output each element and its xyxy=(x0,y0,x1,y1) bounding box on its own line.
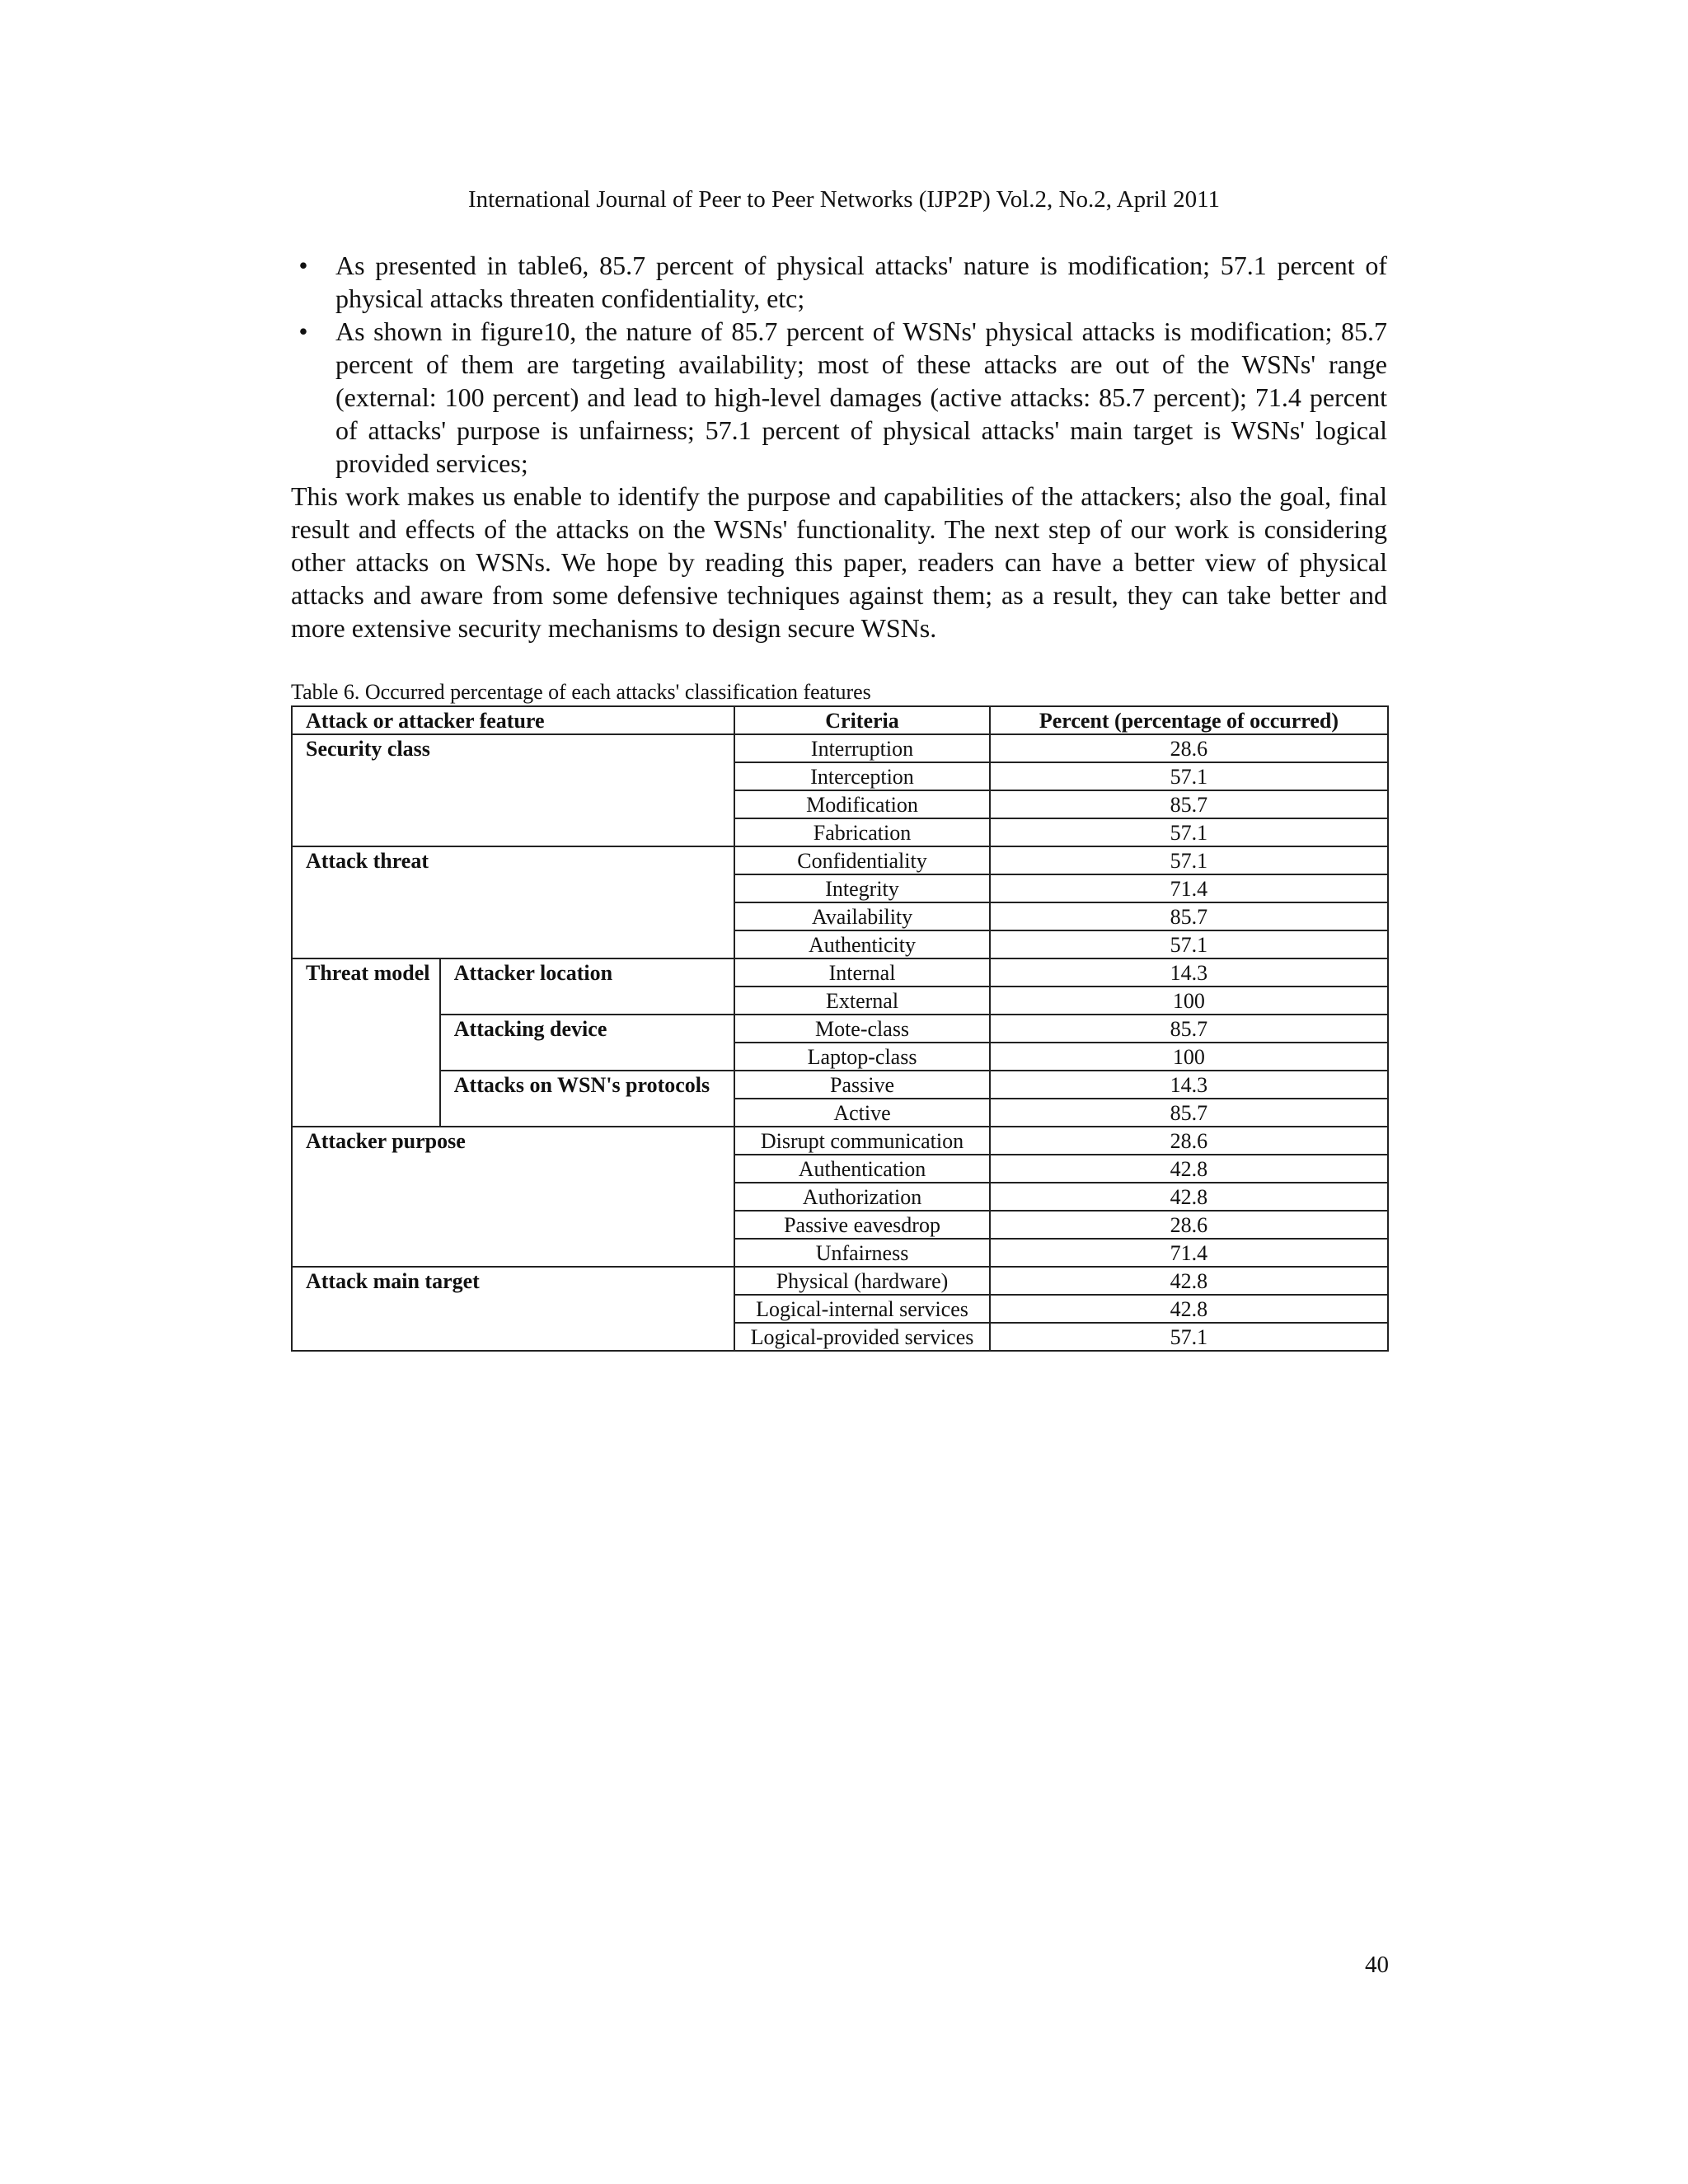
running-header: International Journal of Peer to Peer Networks (IJP2P) Vol.2, No.2, April 2011 xyxy=(467,186,1221,213)
percent-cell: 100 xyxy=(990,1043,1388,1071)
percent-cell: 57.1 xyxy=(990,762,1388,790)
percent-cell: 57.1 xyxy=(990,1323,1388,1351)
feature-attack-threat: Attack threat xyxy=(292,846,734,958)
percent-cell: 28.6 xyxy=(990,1127,1388,1155)
percent-cell: 71.4 xyxy=(990,874,1388,902)
percent-cell: 100 xyxy=(990,987,1388,1015)
feature-threat-model: Threat model xyxy=(292,958,440,1127)
criteria-cell: Unfairness xyxy=(734,1239,990,1267)
criteria-cell: Disrupt communication xyxy=(734,1127,990,1155)
bullet-list xyxy=(291,249,1387,480)
feature-attack-main-target: Attack main target xyxy=(292,1267,734,1351)
feature-attacks-on-protocols: Attacks on WSN's protocols xyxy=(440,1071,734,1127)
percent-cell: 71.4 xyxy=(990,1239,1388,1267)
percent-cell: 85.7 xyxy=(990,1015,1388,1043)
criteria-cell: Integrity xyxy=(734,874,990,902)
bullet-item xyxy=(291,315,1387,480)
criteria-cell: Authorization xyxy=(734,1183,990,1211)
header-criteria: Criteria xyxy=(734,706,990,734)
criteria-cell: Modification xyxy=(734,790,990,818)
criteria-cell: Active xyxy=(734,1099,990,1127)
criteria-cell: Fabrication xyxy=(734,818,990,846)
criteria-cell: Laptop-class xyxy=(734,1043,990,1071)
percent-cell: 85.7 xyxy=(990,790,1388,818)
table-row xyxy=(292,1015,1388,1043)
classification-table xyxy=(291,705,1389,1352)
percent-cell: 57.1 xyxy=(990,846,1388,874)
percent-cell: 28.6 xyxy=(990,1211,1388,1239)
criteria-cell: Physical (hardware) xyxy=(734,1267,990,1295)
criteria-cell: Availability xyxy=(734,902,990,930)
criteria-cell: Logical-provided services xyxy=(734,1323,990,1351)
percent-cell: 57.1 xyxy=(990,930,1388,958)
percent-cell: 14.3 xyxy=(990,958,1388,987)
percent-cell: 85.7 xyxy=(990,1099,1388,1127)
criteria-cell: Mote-class xyxy=(734,1015,990,1043)
feature-attacker-location: Attacker location xyxy=(440,958,734,1015)
table-row xyxy=(292,1127,1388,1155)
criteria-cell: Internal xyxy=(734,958,990,987)
table-row xyxy=(292,958,1388,987)
percent-cell: 42.8 xyxy=(990,1295,1388,1323)
criteria-cell: Authenticity xyxy=(734,930,990,958)
criteria-cell: Confidentiality xyxy=(734,846,990,874)
table-row xyxy=(292,734,1388,762)
feature-attacking-device: Attacking device xyxy=(440,1015,734,1071)
header-feature: Attack or attacker feature xyxy=(292,706,734,734)
table-row xyxy=(292,846,1388,874)
criteria-cell: External xyxy=(734,987,990,1015)
table-caption: Table 6. Occurred percentage of each attacks' classification features xyxy=(291,680,871,704)
header-percent: Percent (percentage of occurred) xyxy=(990,706,1388,734)
bullet-icon: • xyxy=(298,251,308,280)
criteria-cell: Interception xyxy=(734,762,990,790)
percent-cell: 42.8 xyxy=(990,1183,1388,1211)
criteria-cell: Passive eavesdrop xyxy=(734,1211,990,1239)
percent-cell: 42.8 xyxy=(990,1155,1388,1183)
criteria-cell: Interruption xyxy=(734,734,990,762)
body-text xyxy=(291,249,1387,644)
percent-cell: 28.6 xyxy=(990,734,1388,762)
bullet-text: As presented in table6, 85.7 percent of physical attacks' nature is modification; 57.1 percent of physical attacks threaten confidentiality, etc; xyxy=(335,251,1387,313)
table-header-row xyxy=(292,706,1388,734)
criteria-cell: Logical-internal services xyxy=(734,1295,990,1323)
percent-cell: 14.3 xyxy=(990,1071,1388,1099)
bullet-icon: • xyxy=(298,316,308,346)
bullet-text: As shown in figure10, the nature of 85.7 percent of WSNs' physical attacks is modification; 85.7 percent of them are targeting availability; most of these attacks are out of the WSNs' range (external: 100 percent) and lead to high-level damages (active attacks: 85.7 percent); 71.4 percent of attacks' purpose is unfairness; 57.1 percent of physical attacks' main target is WSNs' logical provided services; xyxy=(335,316,1387,478)
feature-security-class: Security class xyxy=(292,734,734,846)
criteria-cell: Authentication xyxy=(734,1155,990,1183)
percent-cell: 57.1 xyxy=(990,818,1388,846)
conclusion-paragraph: This work makes us enable to identify the purpose and capabilities of the attackers; also the goal, final result and effects of the attacks on the WSNs' functionality. The next step of our work is considering other attacks on WSNs. We hope by reading this paper, readers can have a better view of physical attacks and aware from some defensive techniques against them; as a result, they can take better and more extensive security mechanisms to design secure WSNs. xyxy=(291,481,1387,643)
feature-attacker-purpose: Attacker purpose xyxy=(292,1127,734,1267)
table-row xyxy=(292,1267,1388,1295)
criteria-cell: Passive xyxy=(734,1071,990,1099)
page-number: 40 xyxy=(1365,1952,1389,1978)
percent-cell: 85.7 xyxy=(990,902,1388,930)
table-row xyxy=(292,1071,1388,1099)
bullet-item xyxy=(291,249,1387,315)
percent-cell: 42.8 xyxy=(990,1267,1388,1295)
